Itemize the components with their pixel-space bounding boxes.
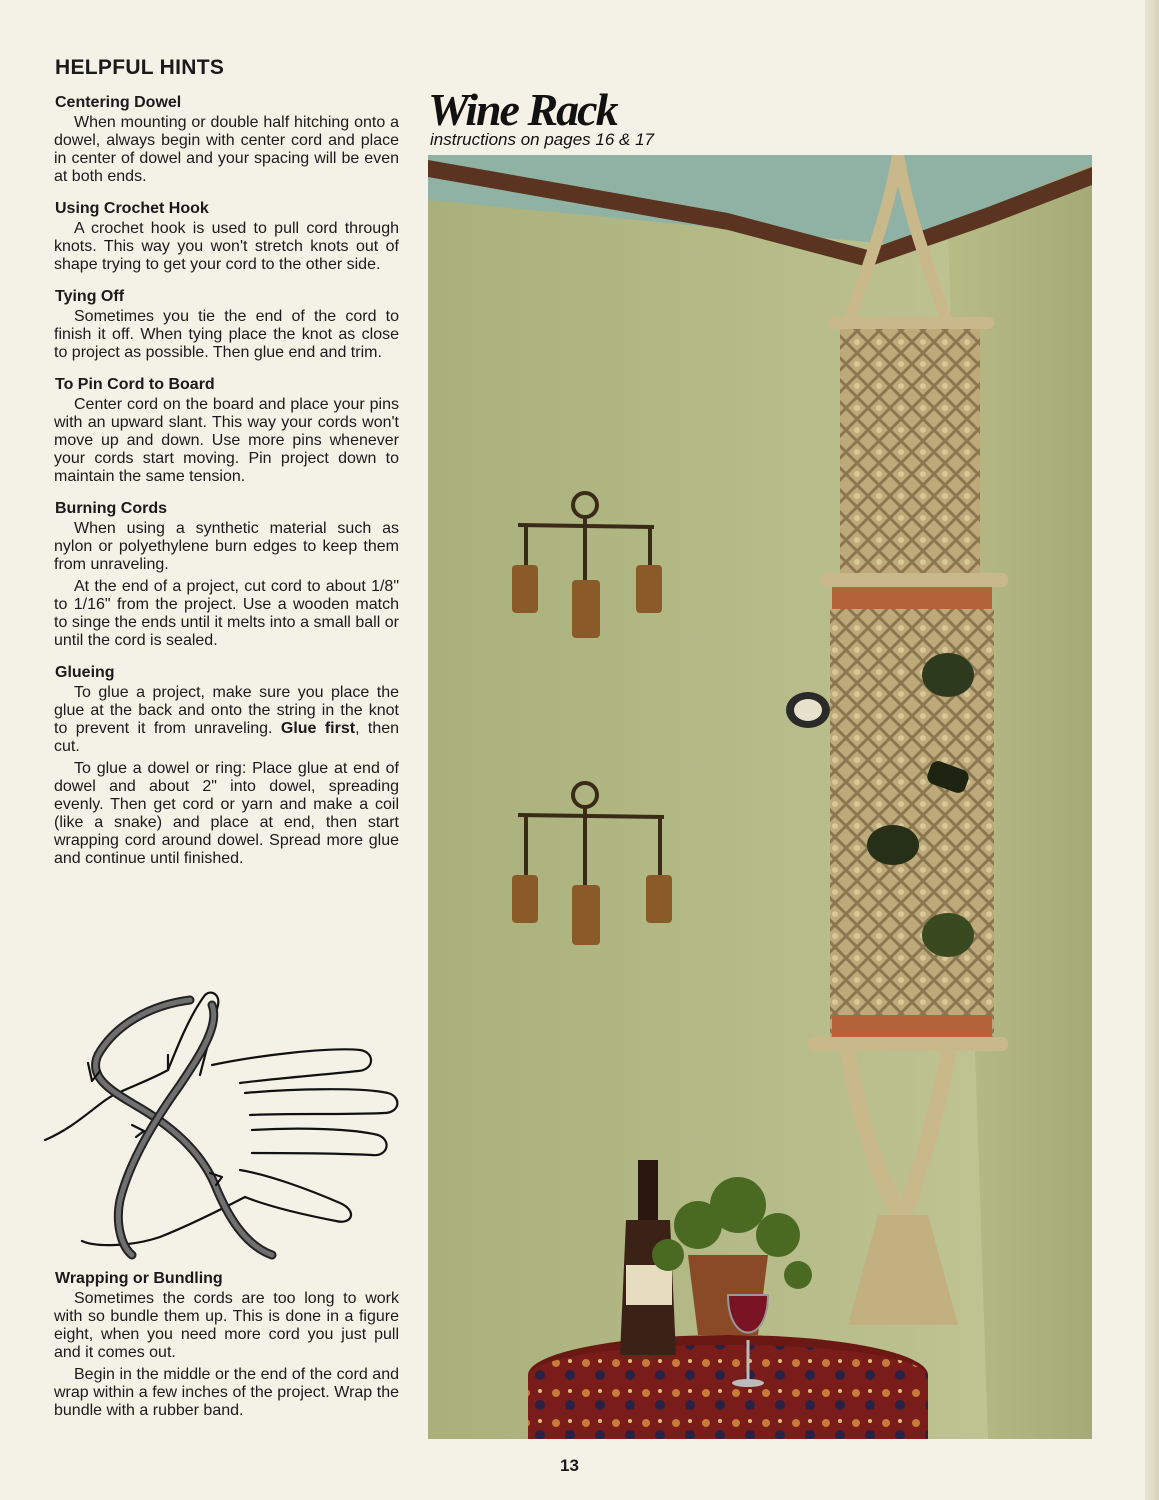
hint-paragraph: Sometimes the cords are too long to work with so bundle them up. This is done in a figure eight, when you need more cord you just pull and it comes out. [54,1290,399,1361]
hint-wrapping [52,1270,399,1420]
hint-paragraph: When using a synthetic material such as nylon or polyethylene burn edges to keep them from unraveling. [54,520,399,573]
hint-tying-off [52,288,399,362]
hint-pin-cord [52,376,399,486]
project-title: Wine Rack [428,84,617,135]
hint-paragraph: When mounting or double half hitching onto a dowel, always begin with center cord and place in center of dowel and your spacing will be even at both ends. [54,114,399,185]
hint-centering-dowel [52,94,399,186]
page-heading: HELPFUL HINTS [55,56,225,79]
glueing-bold-text: Glue first [280,720,356,737]
hint-title: Burning Cords [55,500,167,517]
wine-rack-photo [428,155,1092,1439]
hand-wrapping-illustration [40,985,402,1270]
hint-glueing [52,664,399,868]
page-edge [1145,0,1159,1500]
hint-paragraph: Begin in the middle or the end of the cord and wrap within a few inches of the project. Wrap the bundle with a rubber band. [54,1366,399,1419]
hint-paragraph: Sometimes you tie the end of the cord to finish it off. When tying place the knot as close to project as possible. Then glue end and trim. [54,308,399,361]
glueing-text-end: , then cut. [54,720,400,755]
hint-title: Wrapping or Bundling [55,1270,223,1287]
hint-title: Using Crochet Hook [55,200,209,217]
hint-title: Centering Dowel [55,94,182,111]
project-subtitle: instructions on pages 16 & 17 [430,130,654,149]
hint-title: Tying Off [55,288,125,305]
hint-paragraph: Center cord on the board and place your pins with an upward slant. This way your cords won't move up and down. Use more pins whenever your cords start moving. Pin project down to maintain the same tension. [54,396,399,485]
glueing-text: To glue a project, make sure you place the glue at the back and onto the string in the knot to prevent it from unraveling. [54,684,399,737]
hint-title: To Pin Cord to Board [55,376,215,393]
hint-paragraph: To glue a dowel or ring: Place glue at end of dowel and about 2" into dowel, spreading evenly. Then get cord or yarn and make a coil (like a snake) and place at end, then start wrapping cord around dowel. Spread more glue and continue until finished. [54,760,399,867]
hint-paragraph: A crochet hook is used to pull cord through knots. This way you won't stretch knots out of shape trying to get your cord to the other side. [54,220,399,273]
page-number: 13 [560,1456,579,1475]
hint-burning-cords [52,500,399,650]
hint-paragraph: At the end of a project, cut cord to about 1/8" to 1/16" from the project. Use a wooden match to singe the ends until it melts into a small ball or until the cord is sealed. [54,578,399,649]
hint-title: Glueing [55,664,115,681]
hint-crochet-hook [52,200,399,274]
helpful-hints-column [52,56,399,882]
hint-paragraph [52,684,399,756]
